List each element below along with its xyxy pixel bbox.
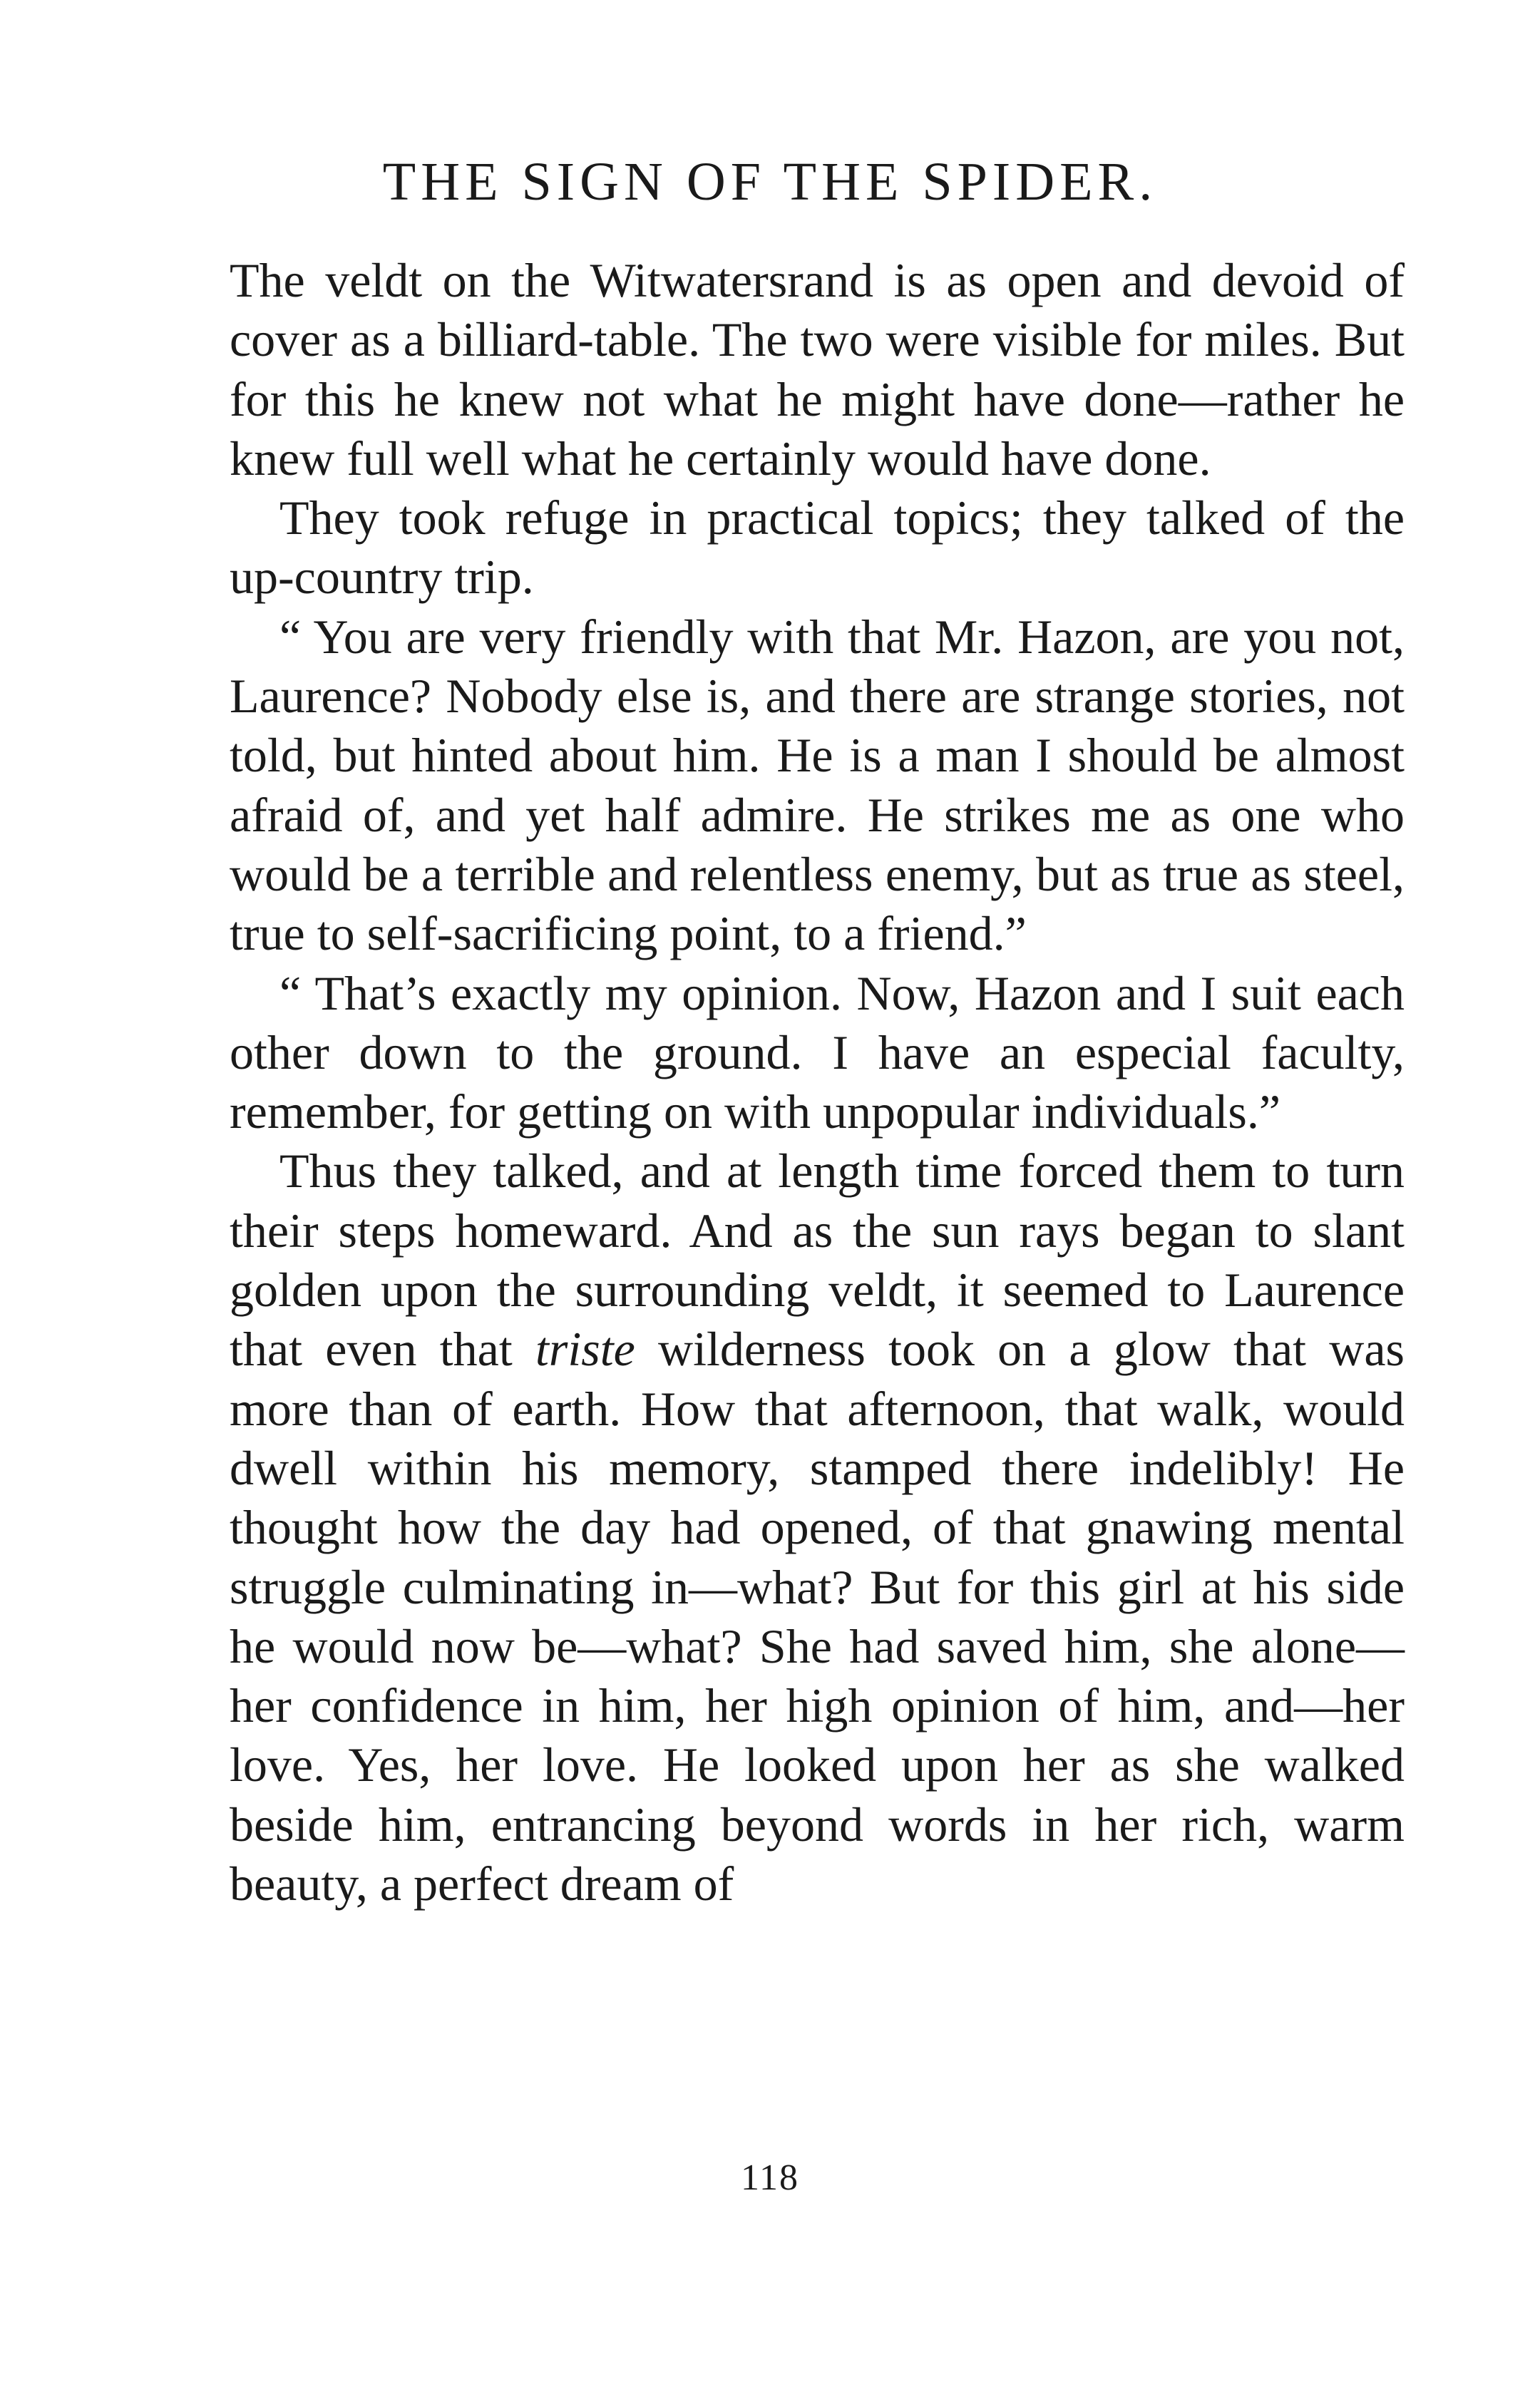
page-number: 118	[740, 2157, 800, 2198]
paragraph-5	[230, 1141, 1405, 1914]
paragraph-1: The veldt on the Witwatersrand is as open and devoid of cover as a billiard-table. The two were visible for miles. But for this he knew not what he might have done—rather he knew full well what he certainly would have done.	[230, 253, 1405, 486]
paragraph-4: “ That’s exactly my opinion. Now, Hazon and I suit each other down to the ground. I have an especial faculty, remember, for getting on with unpopular individuals.”	[230, 965, 1405, 1139]
body-text	[230, 251, 1405, 1914]
running-head: THE SIGN OF THE SPIDER.	[382, 152, 1158, 212]
paragraph-5-part-2: wilderness took on a glow that was more than of earth. How that afternoon, that walk, would dwell within his memory, stamped there indelibly! He thought how the day had opened, of that gnawing mental struggle culminating in—what? But for this girl at his side he would now be—what? She had saved him, she alone—her confidence in him, her high opinion of him, and—her love. Yes, her love. He looked upon her as she walked beside him, entrancing beyond words in her rich, warm beauty, a perfect dream of	[230, 1322, 1405, 1911]
paragraph-2: They took refuge in practical topics; they talked of the up-country trip.	[230, 491, 1405, 605]
italic-word: triste	[535, 1322, 635, 1377]
paragraph-3: “ You are very friendly with that Mr. Hazon, are you not, Laurence? Nobody else is, and there are strange stories, not told, but hinted about him. He is a man I should be almost afraid of, and yet half admire. He strikes me as one who would be a terrible and relentless enemy, but as true as steel, true to self-sacrificing point, to a friend.”	[230, 609, 1405, 961]
paragraph-5-part-1: Thus they talked, and at length time forced them to turn their steps homeward. And as the sun rays began to slant golden upon the surrounding veldt, it seemed to Laurence that even that	[230, 1144, 1405, 1377]
